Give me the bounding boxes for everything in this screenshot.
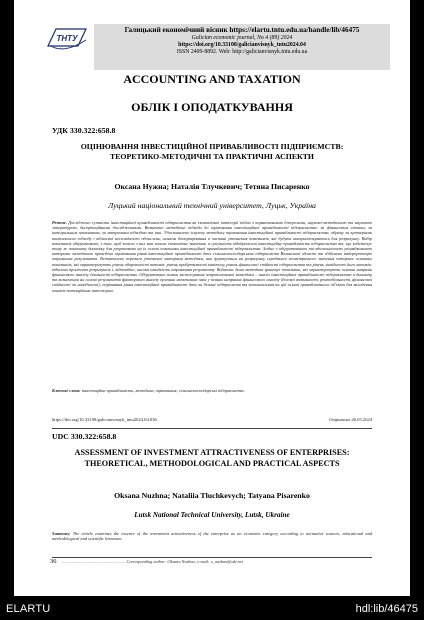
journal-title-ua: Галицький економічний вісник https://elartu.tntu.edu.ua/handle/lib/46475 [124,26,360,34]
keywords-text: інвестиційна привабливість, методика, оцінювання, сільськогосподарські підприємства. [81,388,245,393]
article-doi-link[interactable]: https://doi.org/10.33108/galicianvisnyk_tntu2024.04.036 [52,417,157,422]
section-divider [52,428,372,429]
journal-title-en: Galician economic journal, No 4 (89) 2024 [191,34,293,41]
keywords-ua [52,388,372,393]
article-title-ua: ОЦІНЮВАННЯ ІНВЕСТИЦІЙНОЇ ПРИВАБЛИВОСТІ ПІДПРИЄМСТВ: ТЕОРЕТИКО-МЕТОДИЧНІ ТА ПРАКТИЧНІ АСПЕКТИ [80,142,344,161]
keywords-label: Ключові слова: [52,388,81,393]
doi-row [52,417,372,422]
abstract-label: Резюме. [52,220,67,225]
udc-code: УДК 330.322:658.8 [52,126,116,135]
authors-ua: Оксана Нужна; Наталія Тлучкевич; Тетяна Писаренко [114,182,310,191]
article-title-en: ASSESSMENT OF INVESTMENT ATTRACTIVENESS OF ENTERPRISES: THEORETICAL, METHODOLOGICAL AND PRACTICAL ASPECTS [74,448,350,468]
journal-header [46,24,390,72]
footer-divider [52,557,372,558]
affiliation-ua: Луцький національний технічний університет, Луцьк, Україна [108,201,316,210]
summary-en [52,531,372,542]
corresponding-author: ........................................................... Corresponding author: Oksana Nuzhna; e-mail: o_nuzhna@ukr.net [62,559,243,564]
section-title-en: ACCOUNTING AND TAXATION [123,72,301,86]
article-page [14,0,410,596]
udc-code-en: UDC 330.322:658.8 [52,432,117,441]
abstract-text: Досліджено сутність інвестиційної привабливості підприємства як економічної категорії згідно з нормативними джерелами, науково-методичною та науковою літературою, дисертаційними дослідженнями. Визначено методичні підходи до оцінювання інвестиційної привабливості підприємства: за фінансовим станом, за інтегральним показником, за матричним підходом та інш. Удосконалено існуючу методику оцінювання інвестиційної привабливості підприємства, обрану за критеріями комплексного підходу і відносної нескладності обчислень, шляхом доопрацювання в частині уточнення показників, які будуть використовуватись для розрахунку. Вибір показників обґрунтовано, з тим, щоб кожен з них мав власне економічне значення, а сукупність відображала інвестиційну привабливість підприємства та, що забезпечує тому ж показнику динаміку для розраховано на їх основі показника інвестиційної привабливості підприємства. Згідно з обґрунтованою та вдосконаленою упорядкованою авторами методикою проведено оцінювання рівня інвестиційної привабливості двох сільськогосподарських підприємств Волинської області та здійснено інтерпретацію отриманих результатів. Встановлено переваги уточненої авторами методики, яка ґрунтується на розрахунку середнього геометричного значення чотирьох основних показників, які характеризують рівень оборотності активів, рівень прибутковості капіталу, рівень фінансової стійкості підприємства та рівень ліквідності його активів: відносна простота розрахунків і, відповідно, висока швидкість отримання результату. Водночас дана методика враховує показники, які характеризують основні напрями фінансового аналізу діяльності підприємства. Обґрунтовано шляхи застосування запропонованої методики – аналіз інвестиційної привабливості підприємства в динаміці та визначення на основі результатів факторного аналізу причини негативних змін у певних напрямах фінансового аналізу (ділової активності, рентабельності, фінансової стійкості чи ліквідності); порівняння рівня інвестиційної привабливості двох чи більше підприємств та встановлення на цій основі привабливішого об'єкта для вкладення коштів потенційним інвестором. [52,220,372,293]
affiliation-en: Lutsk National Technical University, Lutsk, Ukraine [134,511,290,519]
authors-en: Oksana Nuzhna; Nataliia Tluchkevych; Tatyana Pisarenko [114,491,310,500]
received-date: Отримано 26.03.2024 [329,417,372,422]
repository-label: ELARTU [6,603,51,615]
handle-label: hdl:lib/46475 [355,603,418,615]
corresponding-text: Corresponding author: Oksana Nuzhna; e-mail: o_nuzhna@ukr.net [126,559,243,564]
journal-info-box [94,24,390,70]
journal-doi[interactable]: https://doi.org/10.33108/galicianvisnyk_tntu2024.04 [178,41,306,48]
logo-text: ТНТУ [56,34,78,43]
university-logo [46,26,88,50]
section-title-ua: ОБЛІК І ОПОДАТКУВАННЯ [131,100,293,114]
summary-label: Summary. [52,531,71,536]
page-number: 36 [50,558,57,565]
journal-issn: ISSN 2409-8892. Web: http://galicianvisnyk.tntu.edu.ua [176,48,308,55]
abstract-ua [52,220,372,293]
summary-text: The article examines the essence of the investment attractiveness of the enterprise as an economic category according to normative sources, educational and methodological and scientific literature, [52,531,372,542]
